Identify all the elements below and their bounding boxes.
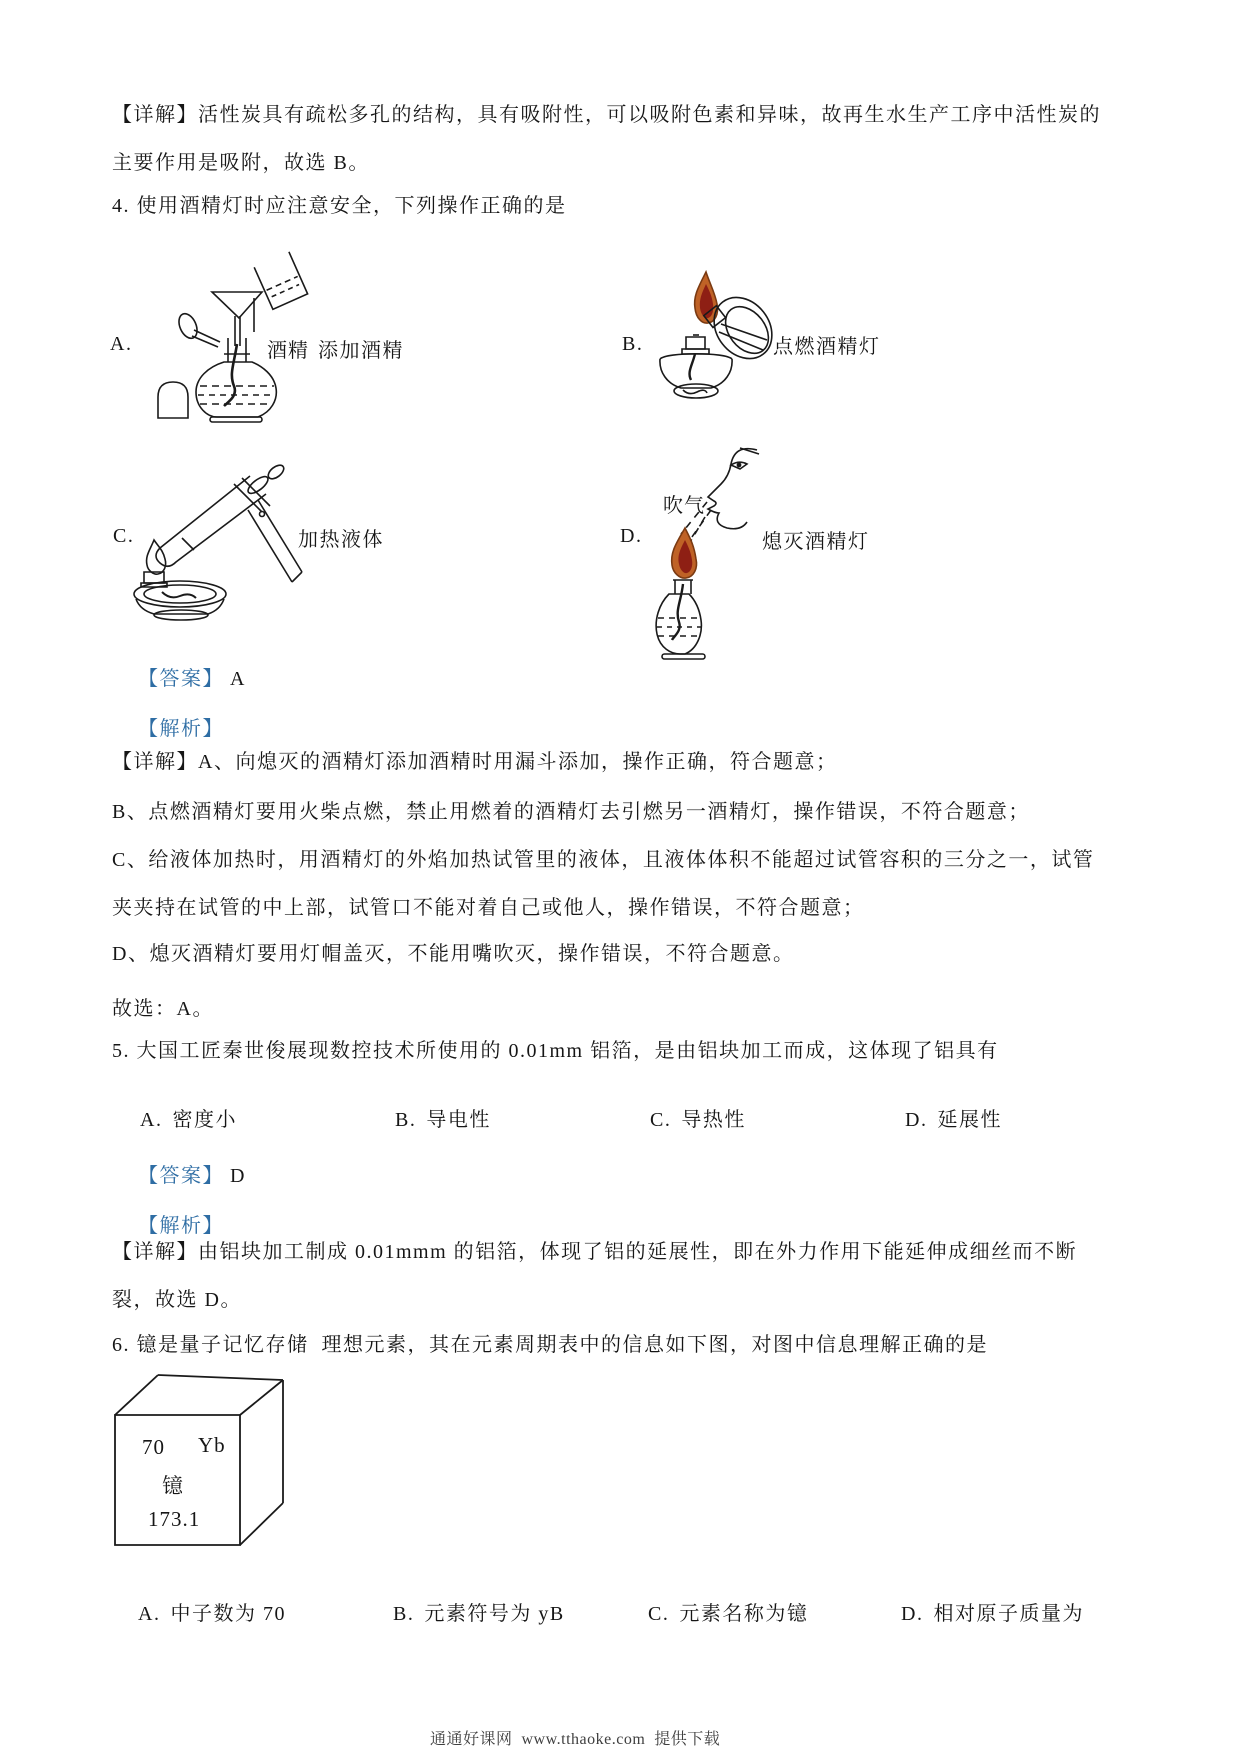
q4-detail-line6: 故选：A。 [112, 998, 214, 1020]
q6-option-d-text: 相对原子质量为 [933, 1603, 1084, 1625]
q6-option-a-letter: A. [138, 1603, 161, 1625]
analysis-label: 【解析】 [138, 1215, 224, 1237]
q4-option-d-blow-label: 吹气 [663, 495, 705, 517]
stopper-icon [175, 311, 220, 347]
answer-label: 【答案】 [138, 1165, 224, 1187]
element-symbol: Yb [198, 1433, 226, 1457]
q5-option-c-letter: C. [650, 1109, 672, 1131]
q4-answer-value: A [230, 668, 245, 690]
q6-option-d [875, 1578, 1084, 1650]
q6-element-cube [108, 1368, 293, 1553]
element-name: 镱 [162, 1474, 184, 1498]
q4-stem: 4. 使用酒精灯时应注意安全，下列操作正确的是 [112, 195, 567, 217]
alcohol-lamp-icon [196, 338, 276, 422]
q6-option-c-text: 元素名称为镱 [679, 1603, 809, 1625]
q5-option-d [879, 1084, 1002, 1156]
q4-detail-line4: 夹夹持在试管的中上部，试管口不能对着自己或他人，操作错误，不符合题意； [112, 897, 865, 919]
alcohol-lamp-icon [656, 580, 705, 659]
q5-option-d-text: 延展性 [937, 1109, 1002, 1131]
q5-option-b [369, 1084, 491, 1156]
q5-detail-line2: 裂，故选 D。 [112, 1289, 242, 1311]
q6-option-c [622, 1578, 808, 1650]
q4-option-c-letter: C. [113, 525, 135, 547]
q4-option-a-letter: A. [110, 333, 133, 355]
q5-option-c [624, 1084, 746, 1156]
q5-stem: 5. 大国工匠秦世俊展现数控技术所使用的 0.01mm 铝箔，是由铝块加工而成，这体现了铝具有 [112, 1040, 999, 1062]
analysis-label: 【解析】 [138, 718, 224, 740]
q5-option-b-letter: B. [395, 1109, 417, 1131]
q5-option-c-text: 导热性 [681, 1109, 746, 1131]
q3-detail-line2: 主要作用是吸附，故选 B。 [112, 152, 370, 174]
q3-detail-line1: 【详解】活性炭具有疏松多孔的结构，具有吸附性，可以吸附色素和异味，故再生水生产工序中活性炭的 [112, 104, 1101, 126]
q5-answer-value: D [230, 1165, 245, 1187]
blowing-face-icon [708, 448, 759, 529]
q4-option-d-illustration [645, 432, 780, 660]
q6-option-c-letter: C. [648, 1603, 670, 1625]
q5-option-b-text: 导电性 [426, 1109, 491, 1131]
q6-option-a [112, 1578, 286, 1650]
q5-option-a-text: 密度小 [172, 1109, 237, 1131]
q6-option-a-text: 中子数为 70 [170, 1603, 286, 1625]
q4-option-d-letter: D. [620, 525, 643, 547]
element-atomic-number: 70 [142, 1435, 165, 1459]
alcohol-lamp-icon [134, 572, 226, 620]
q5-detail-line1: 【详解】由铝块加工制成 0.01mmm 的铝箔，体现了铝的延展性，即在外力作用下能延伸成细丝而不断 [112, 1241, 1078, 1263]
q4-detail-line3: C、给液体加热时，用酒精灯的外焰加热试管里的液体，且液体体积不能超过试管容积的三分之一，试管 [112, 849, 1095, 871]
upright-lamp-icon [660, 335, 732, 398]
lamp-cap-icon [158, 382, 188, 418]
page-footer: 通通好课网 www.tthaoke.com 提供下载 [430, 1731, 721, 1748]
q6-option-b-letter: B. [393, 1603, 415, 1625]
q4-detail-line5: D、熄灭酒精灯要用灯帽盖灭，不能用嘴吹灭，操作错误，不符合题意。 [112, 943, 795, 965]
q4-option-c-illustration [130, 462, 305, 622]
q4-option-b-letter: B. [622, 333, 644, 355]
q4-detail-line2: B、点燃酒精灯要用火柴点燃，禁止用燃着的酒精灯去引燃另一酒精灯，操作错误，不符合题意； [112, 801, 1030, 823]
q6-stem: 6. 镱是量子记忆存储 理想元素，其在元素周期表中的信息如下图，对图中信息理解正确的是 [112, 1334, 988, 1356]
alcohol-bottle-icon [254, 252, 307, 309]
q4-detail-line1: 【详解】A、向熄灭的酒精灯添加酒精时用漏斗添加，操作正确，符合题意； [112, 751, 838, 773]
q6-option-b-text: 元素符号为 yB [424, 1603, 565, 1625]
q6-option-d-letter: D. [901, 1603, 924, 1625]
q4-option-b-illustration [655, 266, 780, 408]
q4-option-a-bottle-label: 酒精 [267, 340, 309, 362]
q5-option-d-letter: D. [905, 1109, 928, 1131]
q4-option-d-caption: 熄灭酒精灯 [762, 531, 870, 553]
answer-label: 【答案】 [138, 668, 224, 690]
q5-option-a-letter: A. [140, 1109, 163, 1131]
q6-option-b [367, 1578, 565, 1650]
element-mass: 173.1 [148, 1507, 201, 1531]
q4-option-a-caption: 添加酒精 [318, 340, 404, 362]
q4-option-c-caption: 加热液体 [298, 529, 384, 551]
q4-option-b-caption: 点燃酒精灯 [773, 336, 881, 358]
